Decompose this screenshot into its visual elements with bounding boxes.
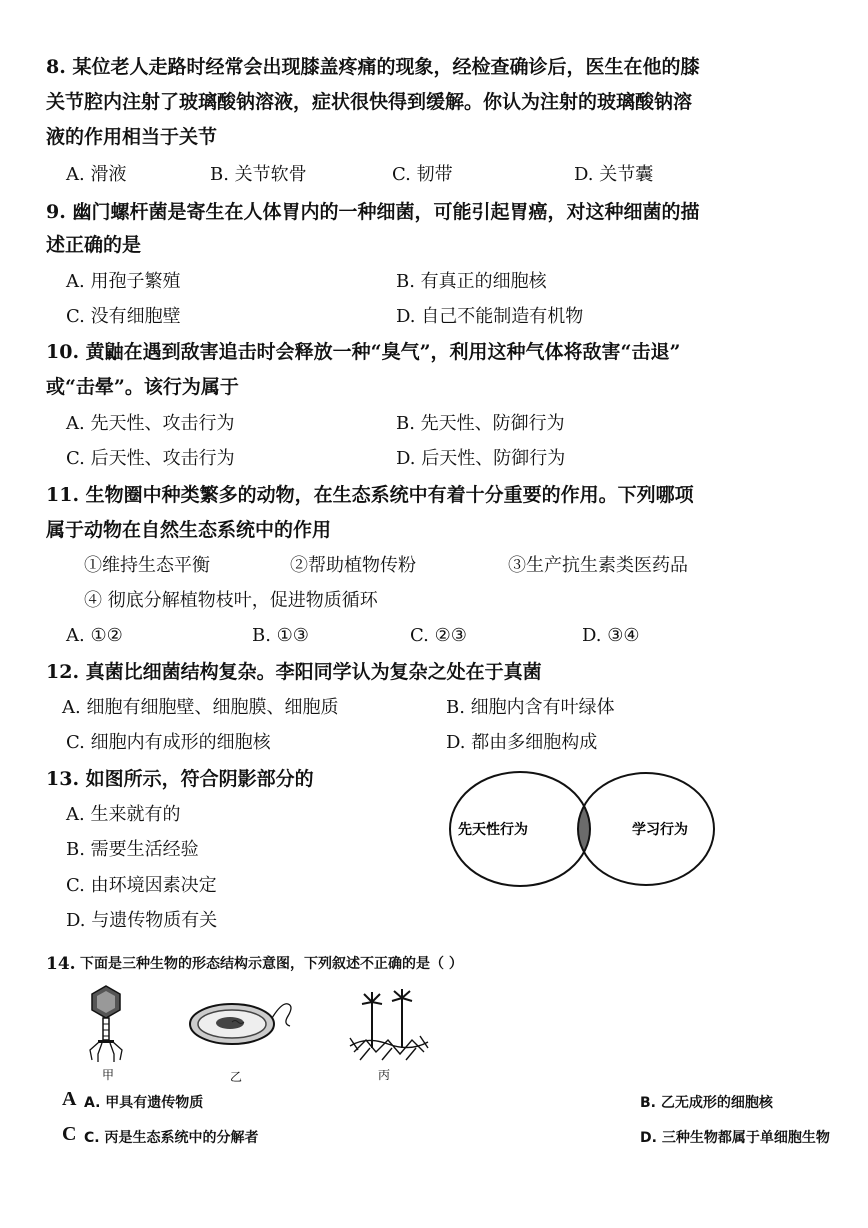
q14-number: 14. (46, 954, 76, 974)
q10-stem-line1: 10. 黄鼬在遇到敌害追击时会释放一种“臭气”，利用这种气体将敌害“击退” (46, 341, 681, 363)
q10-option-c: C. 后天性、攻击行为 (66, 448, 235, 469)
q13-stem: 13. 如图所示，符合阴影部分的 (46, 768, 314, 790)
q10-option-a: A. 先天性、攻击行为 (66, 413, 235, 434)
q11-option-d: D. ③④ (582, 625, 640, 646)
q8-stem-line1: 8. 某位老人走路时经常会出现膝盖疼痛的现象，经检查确诊后，医生在他的膝 (46, 56, 700, 78)
q9-stem-line2: 述正确的是 (46, 234, 142, 256)
q11-item-4: ④ 彻底分解植物枝叶，促进物质循环 (84, 590, 378, 611)
q9-option-c: C. 没有细胞壁 (66, 306, 181, 327)
handwritten-mark-c: C (62, 1123, 77, 1145)
venn-diagram (446, 768, 720, 892)
bacterium-figure (186, 994, 296, 1052)
q12-stem: 12. 真菌比细菌结构复杂。李阳同学认为复杂之处在于真菌 (46, 661, 542, 683)
q13-option-a: A. 生来就有的 (66, 804, 181, 825)
q11-item-3: ③生产抗生素类医药品 (508, 555, 688, 576)
venn-right-label: 学习行为 (632, 822, 688, 838)
q8-option-a: A. 滑液 (66, 164, 127, 185)
q8-option-c: C. 韧带 (392, 164, 453, 185)
figure-label-jia: 甲 (102, 1068, 115, 1082)
q9-option-a: A. 用孢子繁殖 (66, 271, 181, 292)
q13-option-b: B. 需要生活经验 (66, 839, 199, 860)
q8-option-d: D. 关节囊 (574, 164, 654, 185)
q9-stem-line1: 9. 幽门螺杆菌是寄生在人体胃内的一种细菌，可能引起胃癌，对这种细菌的描 (46, 201, 700, 223)
venn-left-label: 先天性行为 (458, 822, 528, 838)
q8-option-b: B. 关节软骨 (210, 164, 307, 185)
q14-option-d: D. 三种生物都属于单细胞生物 (640, 1130, 830, 1146)
q13-option-c: C. 由环境因素决定 (66, 875, 217, 896)
handwritten-mark-a: A (62, 1088, 77, 1110)
q9-option-b: B. 有真正的细胞核 (396, 271, 547, 292)
q11-stem-line1: 11. 生物圈中种类繁多的动物，在生态系统中有着十分重要的作用。下列哪项 (46, 484, 694, 506)
figure-label-yi: 乙 (230, 1070, 243, 1084)
q8-stem-line2: 关节腔内注射了玻璃酸钠溶液，症状很快得到缓解。你认为注射的玻璃酸钠溶 (46, 91, 693, 113)
q11-item-1: ①维持生态平衡 (84, 555, 210, 576)
q14-stem: 下面是三种生物的形态结构示意图，下列叙述不正确的是（ ） (80, 956, 463, 972)
q11-stem-line2: 属于动物在自然生态系统中的作用 (46, 519, 332, 541)
q11-option-a: A. ①② (66, 625, 123, 646)
q10-stem-line2: 或“击晕”。该行为属于 (46, 376, 239, 398)
q9-option-d: D. 自己不能制造有机物 (396, 306, 584, 327)
q11-item-2: ②帮助植物传粉 (290, 555, 416, 576)
q12-option-b: B. 细胞内含有叶绿体 (446, 697, 615, 718)
mold-figure (346, 988, 430, 1064)
q10-option-b: B. 先天性、防御行为 (396, 413, 565, 434)
bacteriophage-figure (84, 984, 128, 1064)
figure-label-bing: 丙 (378, 1068, 391, 1082)
q14-option-c: C. 丙是生态系统中的分解者 (84, 1130, 259, 1146)
q13-option-d: D. 与遗传物质有关 (66, 910, 218, 931)
q8-stem-line3: 液的作用相当于关节 (46, 126, 218, 148)
q11-option-b: B. ①③ (252, 625, 309, 646)
q11-option-c: C. ②③ (410, 625, 467, 646)
q14-option-a: A. 甲具有遗传物质 (84, 1095, 204, 1111)
q12-option-a: A. 细胞有细胞壁、细胞膜、细胞质 (62, 697, 339, 718)
q12-option-c: C. 细胞内有成形的细胞核 (66, 732, 271, 753)
q10-option-d: D. 后天性、防御行为 (396, 448, 566, 469)
q12-option-d: D. 都由多细胞构成 (446, 732, 598, 753)
q14-option-b: B. 乙无成形的细胞核 (640, 1095, 773, 1111)
